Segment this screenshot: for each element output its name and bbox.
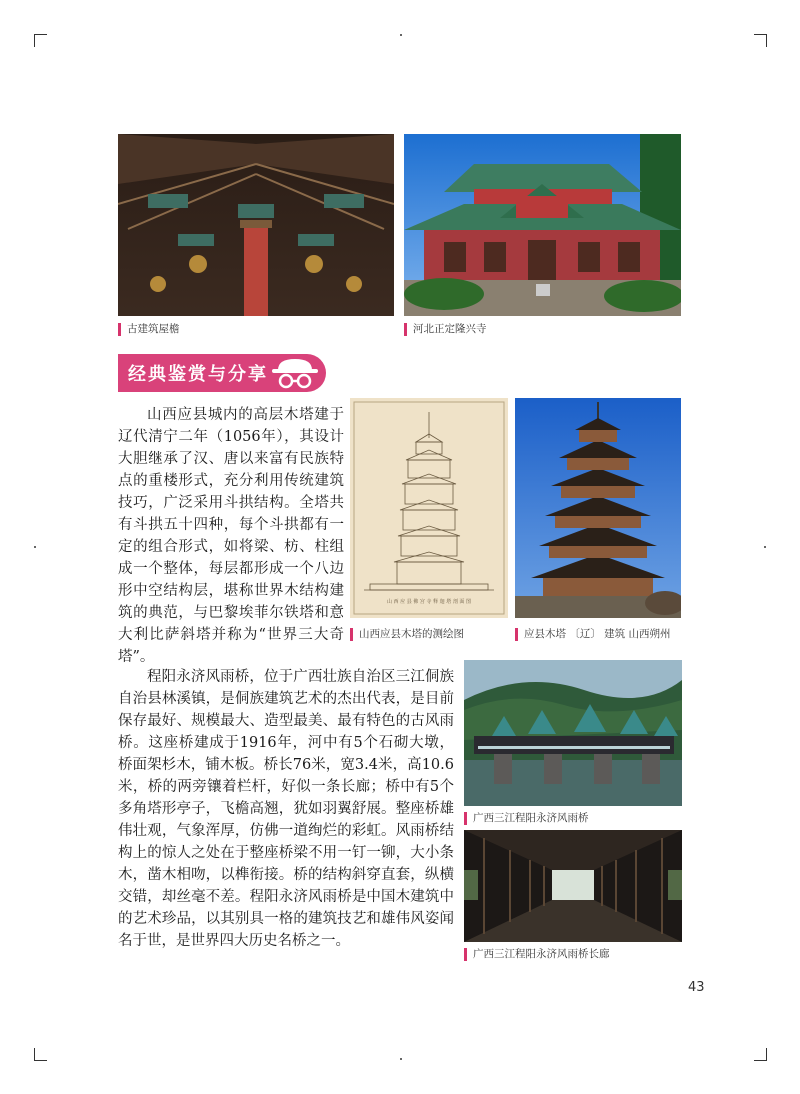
crop-mark-top-right bbox=[754, 34, 767, 47]
section-title: 经典鉴赏与分享 bbox=[128, 364, 268, 385]
hat-glasses-icon bbox=[268, 356, 322, 390]
section-banner bbox=[118, 354, 326, 392]
bridge-text: 程阳永济风雨桥，位于广西壮族自治区三江侗族自治县林溪镇，是侗族建筑艺术的杰出代表，是目前保存最好、规模最大、造型最美、最有特色的古风雨桥。这座桥建成于1916年，河中有5个石砌大墩，桥面架杉木，铺木板。桥长76米，宽3.4米，高10.6米，桥的两旁镶着栏杆，好似一条长廊；桥中有5个多角塔形亭子，飞檐高翘，犹如羽翼舒展。整座桥雄伟壮观，气象浑厚，仿佛一道绚烂的彩虹。风雨桥结构上的惊人之处在于整座桥梁不用一钉一铆，大小条木，凿木相吻，以榫衔接。桥的结构斜穿直套，纵横交错，却丝毫不差。程阳永济风雨桥是中国木建筑中的艺术珍品，以其别具一格的建筑技艺和雄伟风姿闻名于世，是世界四大历史名桥之一。 bbox=[118, 669, 454, 949]
bridge-paragraph bbox=[118, 666, 454, 952]
corridor-caption: 广西三江程阳永济风雨桥长廊 bbox=[464, 948, 610, 961]
eaves-caption: 古建筑屋檐 bbox=[118, 323, 180, 336]
registration-dot-left bbox=[34, 546, 36, 548]
registration-dot-bottom bbox=[400, 1058, 402, 1060]
pagoda-paragraph bbox=[118, 404, 344, 668]
pagoda-drawing-caption: 山西应县木塔的测绘图 bbox=[350, 628, 464, 641]
page-number: 43 bbox=[688, 980, 705, 995]
corridor-photo bbox=[464, 830, 682, 942]
drawing-title: 山 西 应 县 佛 宫 寺 释 迦 塔 剖 面 图 bbox=[386, 599, 472, 605]
pagoda-photo-caption: 应县木塔 〔辽〕 建筑 山西朔州 bbox=[515, 628, 671, 641]
bridge-photo bbox=[464, 660, 682, 806]
registration-dot-top bbox=[400, 34, 402, 36]
crop-mark-top-left bbox=[34, 34, 47, 47]
registration-dot-right bbox=[764, 546, 766, 548]
pagoda-drawing-image bbox=[350, 398, 508, 618]
pagoda-photo bbox=[515, 398, 681, 618]
bridge-caption: 广西三江程阳永济风雨桥 bbox=[464, 812, 589, 825]
pagoda-text: 山西应县城内的高层木塔建于辽代清宁二年（1056年），其设计大胆继承了汉、唐以来富有民族特点的重楼形式，充分利用传统建筑技巧，广泛采用斗拱结构。全塔共有斗拱五十四种，每个斗拱都有一定的组合形式，如将梁、枋、柱组成一个整体，每层都形成一个八边形中空结构层，堪称世界木结构建筑的典范，与巴黎埃菲尔铁塔和意大利比萨斜塔并称为“世界三大奇塔”。 bbox=[118, 407, 344, 665]
crop-mark-bottom-left bbox=[34, 1048, 47, 1061]
crop-mark-bottom-right bbox=[754, 1048, 767, 1061]
eaves-photo bbox=[118, 134, 394, 316]
longxing-temple-photo bbox=[404, 134, 681, 316]
longxing-temple-caption: 河北正定隆兴寺 bbox=[404, 323, 487, 336]
